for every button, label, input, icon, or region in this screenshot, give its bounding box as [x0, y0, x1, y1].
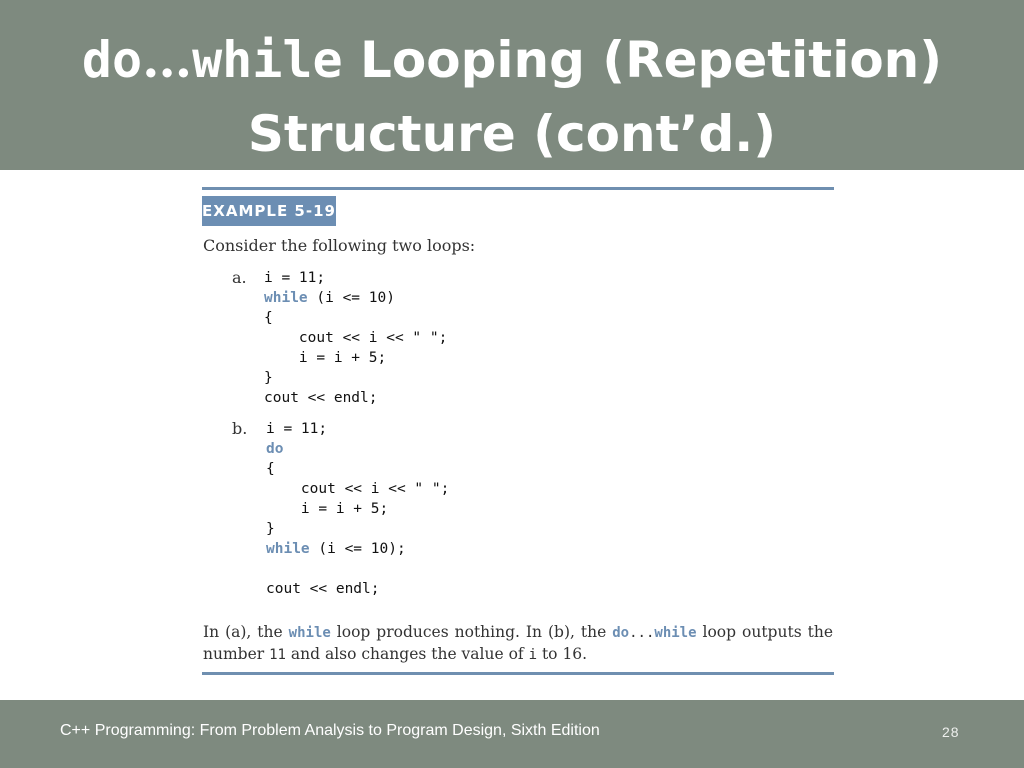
code-line: i = 11; — [264, 270, 326, 286]
footer-text: C++ Programming: From Problem Analysis to Program Design, Sixth Edition — [60, 722, 600, 739]
slide-title-line1 — [0, 28, 1024, 92]
code-line: cout << endl; — [264, 390, 378, 406]
code-line: (i <= 10); — [309, 541, 406, 557]
example-intro: Consider the following two loops: — [203, 236, 476, 255]
code-keyword: while — [264, 290, 308, 306]
code-keyword: while — [266, 541, 310, 557]
loop-b-code — [266, 419, 449, 599]
loop-a-code — [264, 268, 447, 408]
explanation-text: loop produces nothing. In (b), the — [330, 623, 613, 641]
explanation-variable: i — [528, 647, 538, 663]
code-line: cout << i << " "; — [266, 481, 450, 497]
title-rest: Looping (Repetition) — [342, 31, 943, 89]
explanation-keyword: while — [654, 625, 697, 641]
explanation-text: to 16. — [537, 645, 588, 663]
code-keyword: do — [266, 441, 284, 457]
slide-header — [0, 0, 1024, 170]
explanation-text: loop outputs the number — [203, 623, 833, 663]
code-line: } — [264, 370, 273, 386]
code-line: i = i + 5; — [264, 350, 387, 366]
example-label: EXAMPLE 5-19 — [202, 196, 336, 226]
title-while-keyword: while — [192, 31, 343, 89]
title-do-keyword: do — [81, 31, 143, 89]
example-bottom-rule — [202, 672, 834, 675]
page-number: 28 — [942, 724, 960, 740]
loop-a-marker: a. — [232, 268, 247, 287]
explanation-text: In (a), the — [203, 623, 289, 641]
explanation-keyword: while — [288, 625, 331, 641]
explanation-number: 11 — [269, 647, 286, 663]
explanation-dots: ... — [629, 625, 655, 641]
explanation-keyword: do — [612, 625, 630, 641]
code-line: { — [264, 310, 273, 326]
title-ellipsis: … — [142, 30, 193, 89]
slide-title-line2: Structure (cont’d.) — [247, 105, 777, 163]
code-line: i = 11; — [266, 421, 328, 437]
example-explanation — [203, 622, 833, 666]
code-line: } — [266, 521, 275, 537]
explanation-text: and also changes the value of — [285, 645, 529, 663]
code-line: cout << i << " "; — [264, 330, 448, 346]
example-top-rule — [202, 187, 834, 190]
code-line: { — [266, 461, 275, 477]
code-line: cout << endl; — [266, 581, 380, 597]
loop-b-marker: b. — [232, 419, 248, 438]
code-line: (i <= 10) — [307, 290, 395, 306]
slide-footer — [0, 700, 1024, 768]
code-line: i = i + 5; — [266, 501, 389, 517]
